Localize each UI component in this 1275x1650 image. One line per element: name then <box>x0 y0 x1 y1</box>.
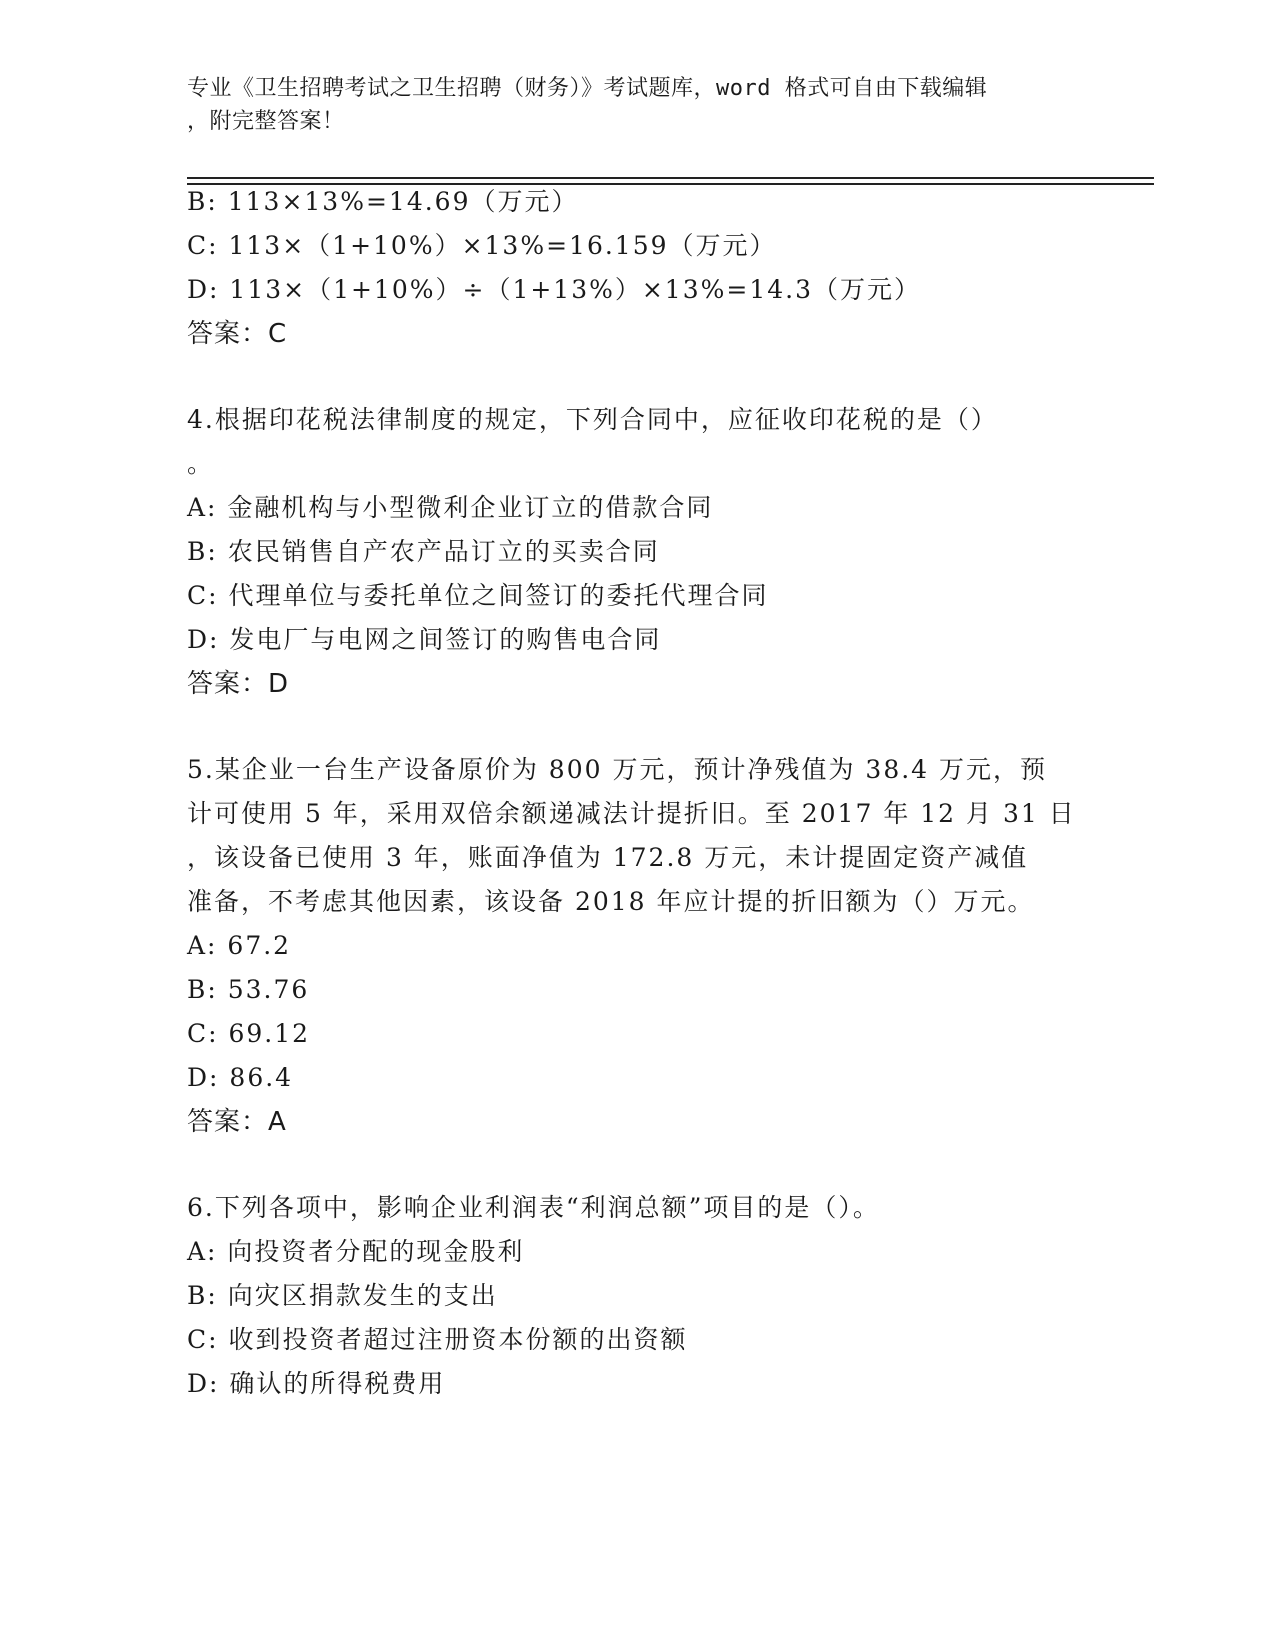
q5-stem-line-2: 计可使用 5 年，采用双倍余额递减法计提折旧。至 2017 年 12 月 31 日 <box>187 799 1076 828</box>
q5-option-d: D: 86.4 <box>187 1063 294 1092</box>
q4-option-a: A: 金融机构与小型微利企业订立的借款合同 <box>187 493 714 522</box>
q4-option-d: D: 发电厂与电网之间签订的购售电合同 <box>187 625 662 654</box>
header-title-line-2: ，附完整答案！ <box>187 109 345 134</box>
header-title-line-1: 专业《卫生招聘考试之卫生招聘（财务）》考试题库，word 格式可自由下载编辑 <box>187 76 988 101</box>
q6-option-a: A: 向投资者分配的现金股利 <box>187 1237 525 1266</box>
header-rule-top <box>187 177 1154 179</box>
q3-option-d: D: 113×（1+10%）÷（1+13%）×13%=14.3（万元） <box>187 275 921 304</box>
q4-stem-line-2: 。 <box>187 449 215 478</box>
q6-option-c: C: 收到投资者超过注册资本份额的出资额 <box>187 1325 688 1354</box>
q5-option-b: B: 53.76 <box>187 975 310 1004</box>
q6-stem-line-1: 6.下列各项中，影响企业利润表“利润总额”项目的是（）。 <box>187 1193 880 1222</box>
q3-option-c: C: 113×（1+10%）×13%=16.159（万元） <box>187 231 777 260</box>
q5-answer: 答案：A <box>187 1107 287 1137</box>
q5-stem-line-3: ，该设备已使用 3 年，账面净值为 172.8 万元，未计提固定资产减值 <box>187 843 1029 872</box>
q5-option-c: C: 69.12 <box>187 1019 311 1048</box>
q3-option-b: B: 113×13%=14.69（万元） <box>187 187 579 216</box>
document-header <box>187 72 1087 138</box>
q4-answer: 答案：D <box>187 669 290 699</box>
q5-stem-line-4: 准备，不考虑其他因素，该设备 2018 年应计提的折旧额为（）万元。 <box>187 887 1035 916</box>
q5-stem-line-1: 5.某企业一台生产设备原价为 800 万元，预计净残值为 38.4 万元，预 <box>187 755 1048 784</box>
q4-stem-line-1: 4.根据印花税法律制度的规定，下列合同中，应征收印花税的是（） <box>187 405 998 434</box>
q4-option-c: C: 代理单位与委托单位之间签订的委托代理合同 <box>187 581 769 610</box>
q4-option-b: B: 农民销售自产农产品订立的买卖合同 <box>187 537 660 566</box>
q6-option-d: D: 确认的所得税费用 <box>187 1369 446 1398</box>
header-rule-bottom <box>187 183 1154 185</box>
q3-answer: 答案：C <box>187 319 288 349</box>
q6-option-b: B: 向灾区捐款发生的支出 <box>187 1281 498 1310</box>
q5-option-a: A: 67.2 <box>187 931 292 960</box>
